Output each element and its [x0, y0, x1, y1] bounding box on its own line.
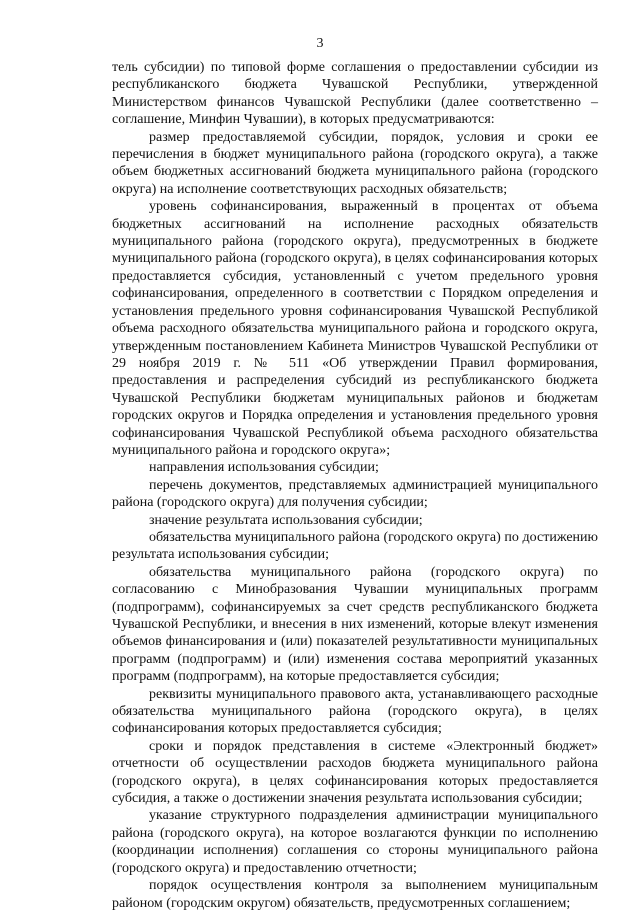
page-number: 3 — [316, 36, 324, 51]
paragraph: обязательства муниципального района (городского округа) по достижению результата использования субсидии; — [112, 529, 598, 563]
document-body — [112, 59, 598, 912]
paragraph: уровень софинансирования, выраженный в процентах от объема бюджетных ассигнований на исполнение расходных обязательств муниципального района (городского округа), предусмотренных в бюджете муниципального района (городского округа), в целях софинансирования которых предоставляется субсидия, установленный с учетом предельного уровня софинансирования, определенного в соответствии с Порядком определения и установления предельного уровня софинансирования Чувашской Республикой объема расходного обязательства муниципального района и городского округа, утвержденным постановлением Кабинета Министров Чувашской Республики от 29 ноября 2019 г. № 511 «Об утверждении Правил формирования, предоставления и распределения субсидий из республиканского бюджета Чувашской Республики бюджетам муниципальных районов и бюджетам городских округов и Порядка определения и установления предельного уровня софинансирования Чувашской Республикой объема расходного обязательства муниципального района и городского округа»; — [112, 199, 598, 458]
paragraph: тель субсидии) по типовой форме соглашения о предоставлении субсидии из республиканского бюджета Чувашской Республики, утвержденной Министерством финансов Чувашской Республики (далее соответственно – соглашение, Минфин Чувашии), в которых предусматриваются: — [112, 60, 598, 128]
paragraph: обязательства муниципального района (городского округа) по согласованию с Минобразования Чувашии муниципальных программ (подпрограмм), софинансируемых за счет средств республиканского бюджета Чувашской Республики, и внесения в них изменений, которые влекут изменения объемов финансирования и (или) показателей результативности муниципальных программ (подпрограмм) и (или) изменения состава мероприятий указанных программ (подпрограмм), на которые предоставляется субсидия; — [112, 564, 598, 685]
paragraph: реквизиты муниципального правового акта, устанавливающего расходные обязательства муниципального района (городского округа), в целях софинансирования которых предоставляется субсидия; — [112, 686, 598, 737]
paragraph: указание структурного подразделения администрации муниципального района (городского округа), на которое возлагаются функции по исполнению (координации исполнения) соглашения со стороны муниципального района (городского округа) и предоставлению отчетности; — [112, 808, 598, 876]
paragraph: порядок осуществления контроля за выполнением муниципальным районом (городским округом) обязательств, предусмотренных соглашением; — [112, 878, 598, 911]
paragraph: значение результата использования субсидии; — [149, 512, 423, 528]
paragraph: направления использования субсидии; — [149, 460, 379, 476]
paragraph: размер предоставляемой субсидии, порядок, условия и сроки ее перечисления в бюджет муниципального района (городского округа), а также объем бюджетных ассигнований бюджета муниципального района (городского округа) на исполнение соответствующих расходных обязательств; — [112, 129, 598, 197]
paragraph: сроки и порядок представления в системе «Электронный бюджет» отчетности об осуществлении расходов бюджета муниципального района (городского округа), в целях софинансирования которых предоставляется субсидия, а также о достижении значения результата использования субсидии; — [112, 738, 598, 807]
paragraph: перечень документов, представляемых администрацией муниципального района (городского округа) для получения субсидии; — [112, 477, 598, 511]
